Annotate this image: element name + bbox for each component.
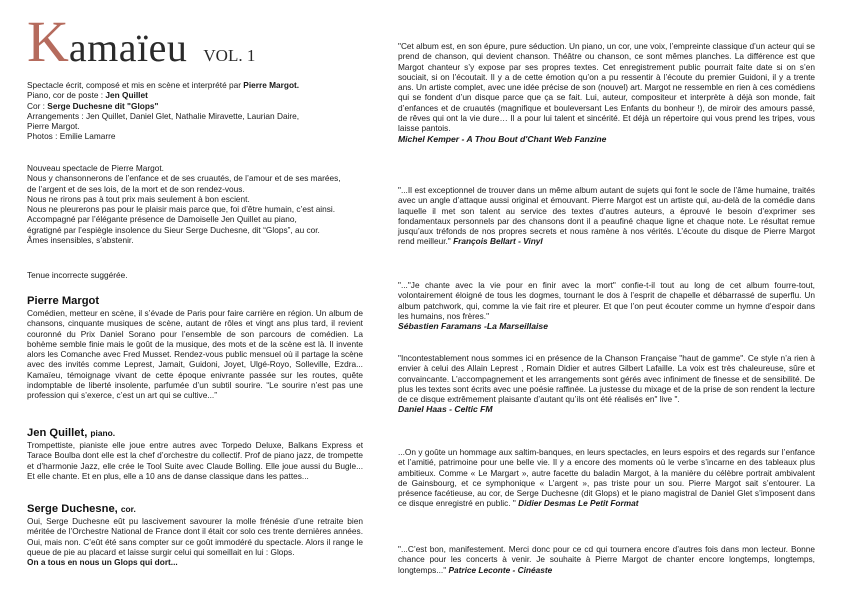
intro-line: Âmes insensibles, s’abstenir. xyxy=(27,235,134,246)
quote-text: "Incontestablement nous sommes ici en présence de la Chanson Française "haut de gamme". Ce style n’a rien à envier à celui des Allain Leprest , Romain Didier et autres Gilbert Lafaille. La voix est très chaleureuse, sûre et convaincante. L’accompagnement et les arrangements sont gérés avec infiniment de finesse et de sensibilité. De plus les textes sont écrits avec une poésie raffinée. La justesse du mixage et de la prise de son rendent la lecture de ce disque extrêmement plaisante d’autant qu’ils ont été réalisés en" live ". xyxy=(398,353,815,405)
intro-line: Accompagné par l’élégante présence de Damoiselle Jen Quillet au piano, xyxy=(27,214,297,225)
bio-emphasis: On a tous en nous un Glops qui dort... xyxy=(27,557,178,568)
title-rest: amaïeu xyxy=(68,25,188,70)
intro-block xyxy=(27,163,363,245)
credit-line: Spectacle écrit, composé et mis en scène et interprété par Pierre Margot. xyxy=(27,80,300,90)
bio-pierre-margot xyxy=(27,295,363,401)
bio-serge-duchesne xyxy=(27,503,363,567)
page-title xyxy=(27,9,256,74)
quote-source: Didier Desmas Le Petit Format xyxy=(518,498,639,509)
intro-line: Nouveau spectacle de Pierre Margot. xyxy=(27,163,164,173)
quote-source: Patrice Leconte - Cinéaste xyxy=(448,564,553,575)
intro-line: Nous ne pleurerons pas pour le plaisir mais parce que, foi d’être humain, c’est ainsi. xyxy=(27,204,336,215)
intro-line: égratigné par l’espiègle insolence du Sieur Serge Duchesne, dit “Glops”, au cor. xyxy=(27,224,320,235)
intro-line: de l’argent et de ses lois, de la mort et de son rendez-vous. xyxy=(27,183,245,194)
tenue-note: Tenue incorrecte suggérée. xyxy=(27,270,128,280)
quote-source: Sébastien Faramans -La Marseillaise xyxy=(398,321,548,332)
intro-line: Nous y chansonnerons de l’enfance et de ses cruautés, de l’amour et de ses marées, xyxy=(27,173,341,184)
credits-block xyxy=(27,80,363,142)
title-initial: K xyxy=(27,9,69,74)
intro-line: Nous ne rirons pas à tout prix mais seulement à bon escient. xyxy=(27,193,250,204)
credit-line: Piano, cor de poste : Jen Quillet xyxy=(27,90,148,101)
bio-name: Serge Duchesne, cor. xyxy=(27,503,136,515)
bio-jen-quillet xyxy=(27,427,363,481)
press-quote xyxy=(398,544,815,575)
press-quote xyxy=(398,185,815,247)
quote-text: ...On y goûte un hommage aux saltim-banques, en leurs spectacles, en leurs espoirs et des regards sur l’enfance et l’amitié, patrimoine pour une belle vie. Il y a encore des moments où le verbe s’incarne en des tableaux plus ambitieux. Comme « Le Margart », autre facette du baladin Margot, à la manière du célèbre portrait ambivalent de Gainsbourg, et ce symphonique « L’argent », pas triste pour un sou. Pierre Margot sait s’entourer. La présence facétieuse, au cor, de Serge Duchesne (dit Glops) et le piano magistral de Daniel Glet s’imposent dans ce disque enregistré en public. " xyxy=(398,447,815,509)
quote-source: Michel Kemper - A Thou Bout d'Chant Web Fanzine xyxy=(398,133,607,144)
volume-label: VOL. 1 xyxy=(203,46,256,65)
bio-text: Trompettiste, pianiste elle joue entre autres avec Torpedo Deluxe, Balkans Express et Tarace Boulba dont elle est la chef d’orchestre du collectif. Prof de piano jazz, de trompette et d’harmonie Jazz, elle crée le Tool Suite avec Claude Bolling. Elle joue aussi du Bugle... Et elle chante. Et en plus, elle a 10 ans de danse classique dans les pattes... xyxy=(27,440,363,481)
quote-source: François Bellart - Vinyl xyxy=(453,236,543,247)
press-quote xyxy=(398,280,815,332)
quote-text: "...Il est exceptionnel de trouver dans un même album autant de sujets qui font le socle de l’âme humaine, traités avec un angle d’attaque aussi original et émouvant. Pierre Margot est un artiste qui, au-delà de la comédie dans laquelle il met son talent au service des textes d’autres auteurs, a éprouvé le besoin d’exprimer ses fondamentaux personnels par des chansons dont il a peaufiné chaque ligne et chaque note. Le résultat remue jusqu’aux tréfonds de nos propres secrets et nous ramène à nos vérités. L’écoute du disque de Pierre Margot rend meilleur." xyxy=(398,185,815,247)
quote-source: Daniel Haas - Celtic FM xyxy=(398,404,493,415)
credit-line: Arrangements : Jen Quillet, Daniel Glet, Nathalie Miravette, Laurian Daire, xyxy=(27,110,300,121)
press-quote xyxy=(398,41,815,145)
press-quote xyxy=(398,353,815,415)
credit-line: Pierre Margot. xyxy=(27,121,80,132)
bio-text: Oui, Serge Duchesne eût pu lascivement savourer la molle frénésie d’une retraite bien méritée de l’Orchestre National de France dont il était cor solo ces trente dernières années. Oui, mais non. C’eût été sans compter sur ce goût immodéré du spectacle. Alors il range le queue de pie au placard et laisse surgir celui qui someillait en lui : Glops. xyxy=(27,516,363,557)
bio-text: Comédien, metteur en scène, il s’évade de Paris pour faire carrière en région. Un album de chansons, cinquante musiques de scène, autant de rôles et vingt ans plus tard, il revient couronné du Prix Daniel Sorano pour l’ensemble de son parcours de comédien. La bohème semble finie mais le goût de la musique, des mots et de la scène est là. Il invente alors les Comanche avec Fred Musset. Rendez-vous public mensuel où il partage la scène avec des invités comme Leprest, Jamait, Guidoni, Joyet, Ulgé-Royo, Solleville, Ezdra... Kamaïeu, témoignage vivant de cette époque enivrante passée sur les routes, quête indomptable de liberté insolente, parfumée d’un subtil sourire. “Le sourire n’est pas une profession qui s’exerce, c’est un art qui se cultive...” xyxy=(27,308,363,401)
credit-line: Cor : Serge Duchesne dit "Glops" xyxy=(27,100,159,111)
quote-text: "..."Je chante avec la vie pour en finir avec la mort" confie-t-il tout au long de cet album fourre-tout, volontairement éloigné de tous les dogmes, tournant le dos à l’esprit de chapelle et débarrassé de superflu. Un album patchwork, qui, comme la vie fait rire et pleurer. Et que l’on peut écouter comme un hymne d’espoir dans les humains, nos frères." xyxy=(398,280,815,321)
quote-text: "...C’est bon, manifestement. Merci donc pour ce cd qui tournera encore d’autres fois dans mon lecteur. Bonne chance pour les concerts à venir. Je souhaite à Pierre Margot de chanter encore longtemps, longtemps, longtemps..." xyxy=(398,544,815,575)
quote-text: "Cet album est, en son épure, pure séduction. Un piano, un cor, une voix, l’empreinte classique d’un acteur qui se prend de chanson, qui devient chanson. Théâtre ou chanson, ce sont mêmes planches. La différence est que Margot chanteur s’y expose par ses propres textes. Cet enregistrement public pourrait faite date si on s’en souciait, si on l’écoutait. Il y a de cette émotion qu’on a pu ressentir à l’écoute du premier Guidoni, il y a trente ans. Un artiste complet, avec une idée précise de son (nouvel) art. Margot ne ressemble en rien à ces comédiens qui se fondent d’un disque parce que ça se fait. Lui, auteur, compositeur et interprète à déjà son monde, fait d’enfances et de cruautés (magnifique et bouleversant Les Enfants du bonheur !), de miroir des amours passé, de rêves qui ont la vie dure… Il a pour lui talent et sincérité. Et déjà un répertoire qui vous prend les tripes, vous laisse pantois. xyxy=(398,41,815,134)
press-quote xyxy=(398,447,815,509)
bio-name: Jen Quillet, piano. xyxy=(27,427,116,439)
bio-name: Pierre Margot xyxy=(27,295,100,307)
credit-line: Photos : Emilie Lamarre xyxy=(27,131,116,142)
